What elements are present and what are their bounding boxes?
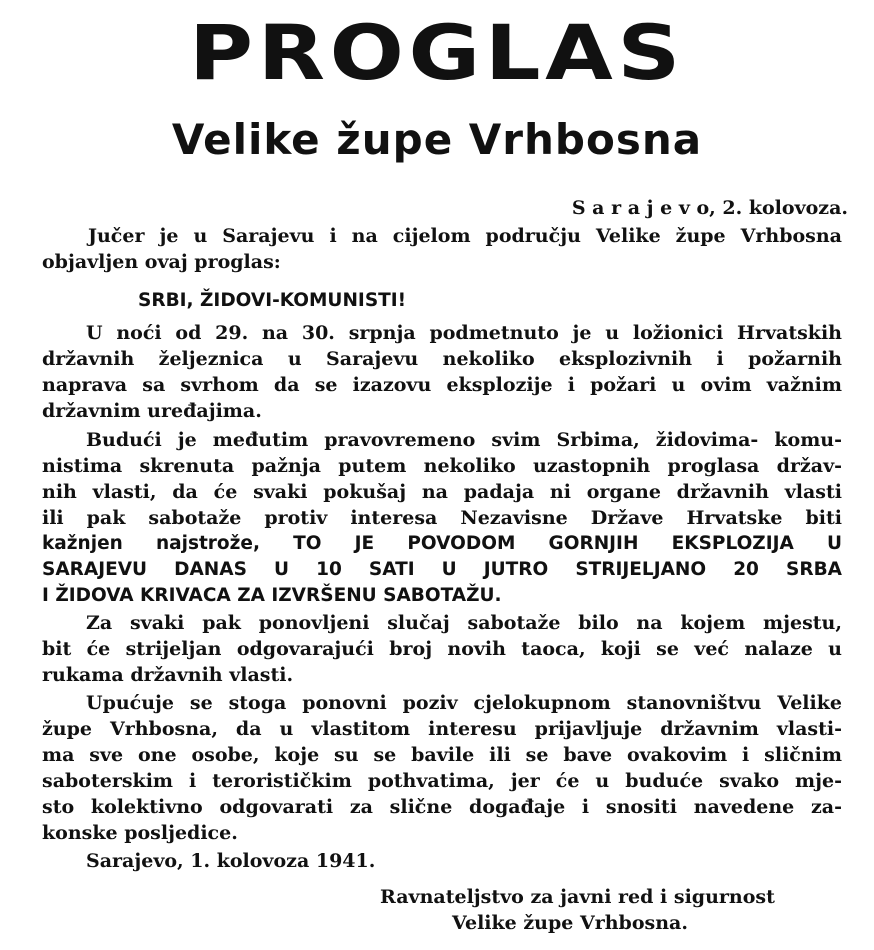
- body-line: SARAJEVU DANAS U 10 SATI U JUTRO STRIJELJANO 20 SRBA: [42, 559, 842, 580]
- proclamation-title: PROGLAS: [189, 8, 685, 97]
- signature-line-2: Velike župe Vrhbosna.: [452, 912, 688, 934]
- body-line: nih vlasti, da će svaki pokušaj na padaja ni organe državnih vlasti: [42, 481, 842, 503]
- body-line: Jučer je u Sarajevu i na cijelom području Velike župe Vrhbosna: [88, 225, 842, 247]
- body-line: ili pak sabotaže protiv interesa Nezavisne Države Hrvatske biti: [42, 507, 842, 529]
- body-line: sto kolektivno odgovarati za slične događaje i snositi navedene za-: [42, 796, 842, 818]
- dateline: S a r a j e v o, 2. kolovoza.: [571, 197, 848, 219]
- proclamation-heading: SRBI, ŽIDOVI-KOMUNISTI!: [138, 290, 407, 311]
- body-line: Budući je međutim pravovremeno svim Srbima, židovima- komu-: [86, 429, 842, 451]
- signature-line-1: Ravnateljstvo za javni red i sigurnost: [380, 886, 775, 908]
- body-line: bit će strijeljan odgovarajući broj novih taoca, koji se već nalaze u: [42, 638, 842, 660]
- body-line: Za svaki pak ponovljeni slučaj sabotaže bilo na kojem mjestu,: [86, 612, 842, 634]
- body-line: državnih željeznica u Sarajevu nekoliko eksplozivnih i požarnih: [42, 348, 842, 370]
- body-line: kažnjen najstrože, TO JE POVODOM GORNJIH EKSPLOZIJA U: [42, 533, 842, 554]
- proclamation-subtitle: Velike župe Vrhbosna: [171, 115, 703, 164]
- body-line: saboterskim i terorističkim pothvatima, jer će u buduće svako mje-: [42, 770, 842, 792]
- body-line: I ŽIDOVA KRIVACA ZA IZVRŠENU SABOTAŽU.: [42, 585, 502, 606]
- closing-date: Sarajevo, 1. kolovoza 1941.: [86, 850, 376, 872]
- body-line: ma sve one osobe, koje su se bavile ili se bave ovakovim i sličnim: [42, 744, 842, 766]
- body-line: konske posljedice.: [42, 822, 238, 844]
- body-line: nistima skrenuta pažnja putem nekoliko uzastopnih proglasa držav-: [42, 455, 842, 477]
- body-line: U noći od 29. na 30. srpnja podmetnuto je u ložionici Hrvatskih: [86, 322, 842, 344]
- body-line: Upućuje se stoga ponovni poziv cjelokupnom stanovništvu Velike: [86, 692, 842, 714]
- body-line: župe Vrhbosna, da u vlastitom interesu prijavljuje državnim vlasti-: [42, 718, 842, 740]
- body-line: državnim uređajima.: [42, 400, 262, 422]
- body-line: naprava sa svrhom da se izazovu eksplozije i požari u ovim važnim: [42, 374, 842, 396]
- body-line: rukama državnih vlasti.: [42, 664, 294, 686]
- body-line: objavljen ovaj proglas:: [42, 251, 281, 273]
